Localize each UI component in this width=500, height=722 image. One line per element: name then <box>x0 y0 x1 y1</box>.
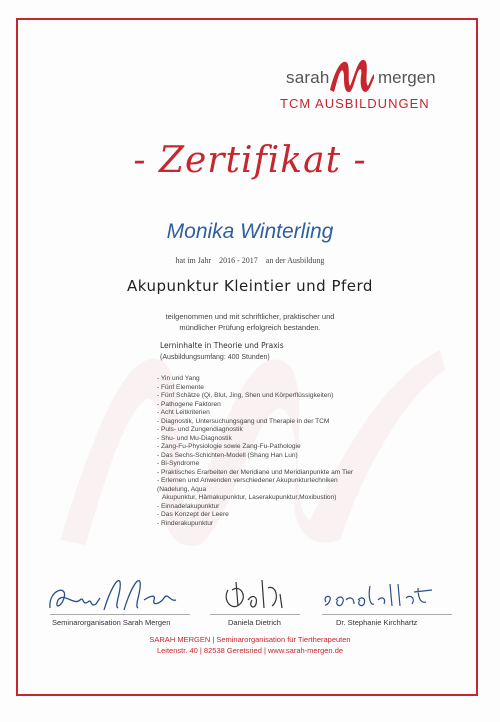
footer-line-1: SARAH MERGEN | Seminarorganisation für Tiertherapeuten <box>149 635 351 644</box>
signature-left <box>44 570 194 616</box>
year-line <box>0 256 500 265</box>
sarah-mergen-logo <box>276 52 446 122</box>
list-item: - Praktisches Erarbeiten der Meridiane und Meridianpunkte am Tier <box>157 468 354 476</box>
signature-right <box>320 570 440 616</box>
certificate-title: - Zertifikat - <box>133 140 367 181</box>
signature-caption-middle: Daniela Dietrich <box>228 618 281 627</box>
list-item: - Fünf Schätze (Qi, Blut, Jing, Shen und Körperflüssigkeiten) <box>157 392 334 399</box>
content-scope: (Ausbildungsumfang: 400 Stunden) <box>160 354 270 361</box>
list-item: - Acht Leitkriterien <box>157 409 210 416</box>
year-prefix: hat im Jahr <box>175 256 212 265</box>
list-item: - Zang-Fu-Physiologie sowie Zang-Fu-Pathologie <box>157 443 301 450</box>
signature-line-left <box>50 614 190 615</box>
signature-line-right <box>322 614 452 615</box>
list-item: - Diagnostik, Untersuchungsgang und Therapie in der TCM <box>157 417 330 425</box>
signature-middle <box>218 570 298 616</box>
list-item-continuation: Akupunktur, Hämakupunktur, Laserakupunktur,Moxibustion) <box>162 494 337 501</box>
list-item: - Einnadelakupunktur <box>157 502 220 510</box>
footer-line-2: Leitenstr. 40 | 82538 Geretsried | www.sarah-mergen.de <box>156 646 344 655</box>
logo-m-icon <box>326 52 376 94</box>
list-item: - Puls- und Zungendiagnostik <box>157 426 243 433</box>
topic-list <box>157 375 367 528</box>
list-item: - Bi-Syndrome <box>157 460 200 467</box>
footer <box>0 634 500 656</box>
recipient-name: Monika Winterling <box>166 220 334 243</box>
list-item: - Das Sechs-Schichten-Modell (Shang Han Lun) <box>157 451 298 459</box>
signature-caption-right: Dr. Stephanie Kirchhartz <box>336 618 418 627</box>
exam-line-2: mündlicher Prüfung erfolgreich bestanden. <box>179 323 321 332</box>
year-suffix: an der Ausbildung <box>265 256 325 265</box>
year-range: 2016 - 2017 <box>219 256 258 265</box>
list-item: - Erlernen und Anwenden verschiedener Akupunkturtechniken (Nadelung, Aqua <box>157 477 338 493</box>
list-item: - Das Konzept der Leere <box>157 511 229 518</box>
course-title: Akupunktur Kleintier und Pferd <box>127 277 373 295</box>
exam-line-1: teilgenommen und mit schriftlicher, praktischer und <box>165 312 335 321</box>
logo-subtitle: TCM AUSBILDUNGEN <box>280 96 430 111</box>
exam-statement <box>0 311 500 333</box>
content-heading: Lerninhalte in Theorie und Praxis <box>160 341 284 350</box>
signature-line-middle <box>210 614 300 615</box>
logo-first-name: sarah <box>286 68 330 87</box>
logo-last-name: mergen <box>378 68 436 87</box>
list-item: - Yin und Yang <box>157 375 200 382</box>
list-item: - Fünf Elemente <box>157 383 204 391</box>
list-item: - Shu- und Mu-Diagnostik <box>157 434 232 442</box>
list-item: - Rinderakupunktur <box>157 519 214 527</box>
list-item: - Pathogene Faktoren <box>157 400 221 408</box>
signature-caption-left: Seminarorganisation Sarah Mergen <box>52 618 171 627</box>
